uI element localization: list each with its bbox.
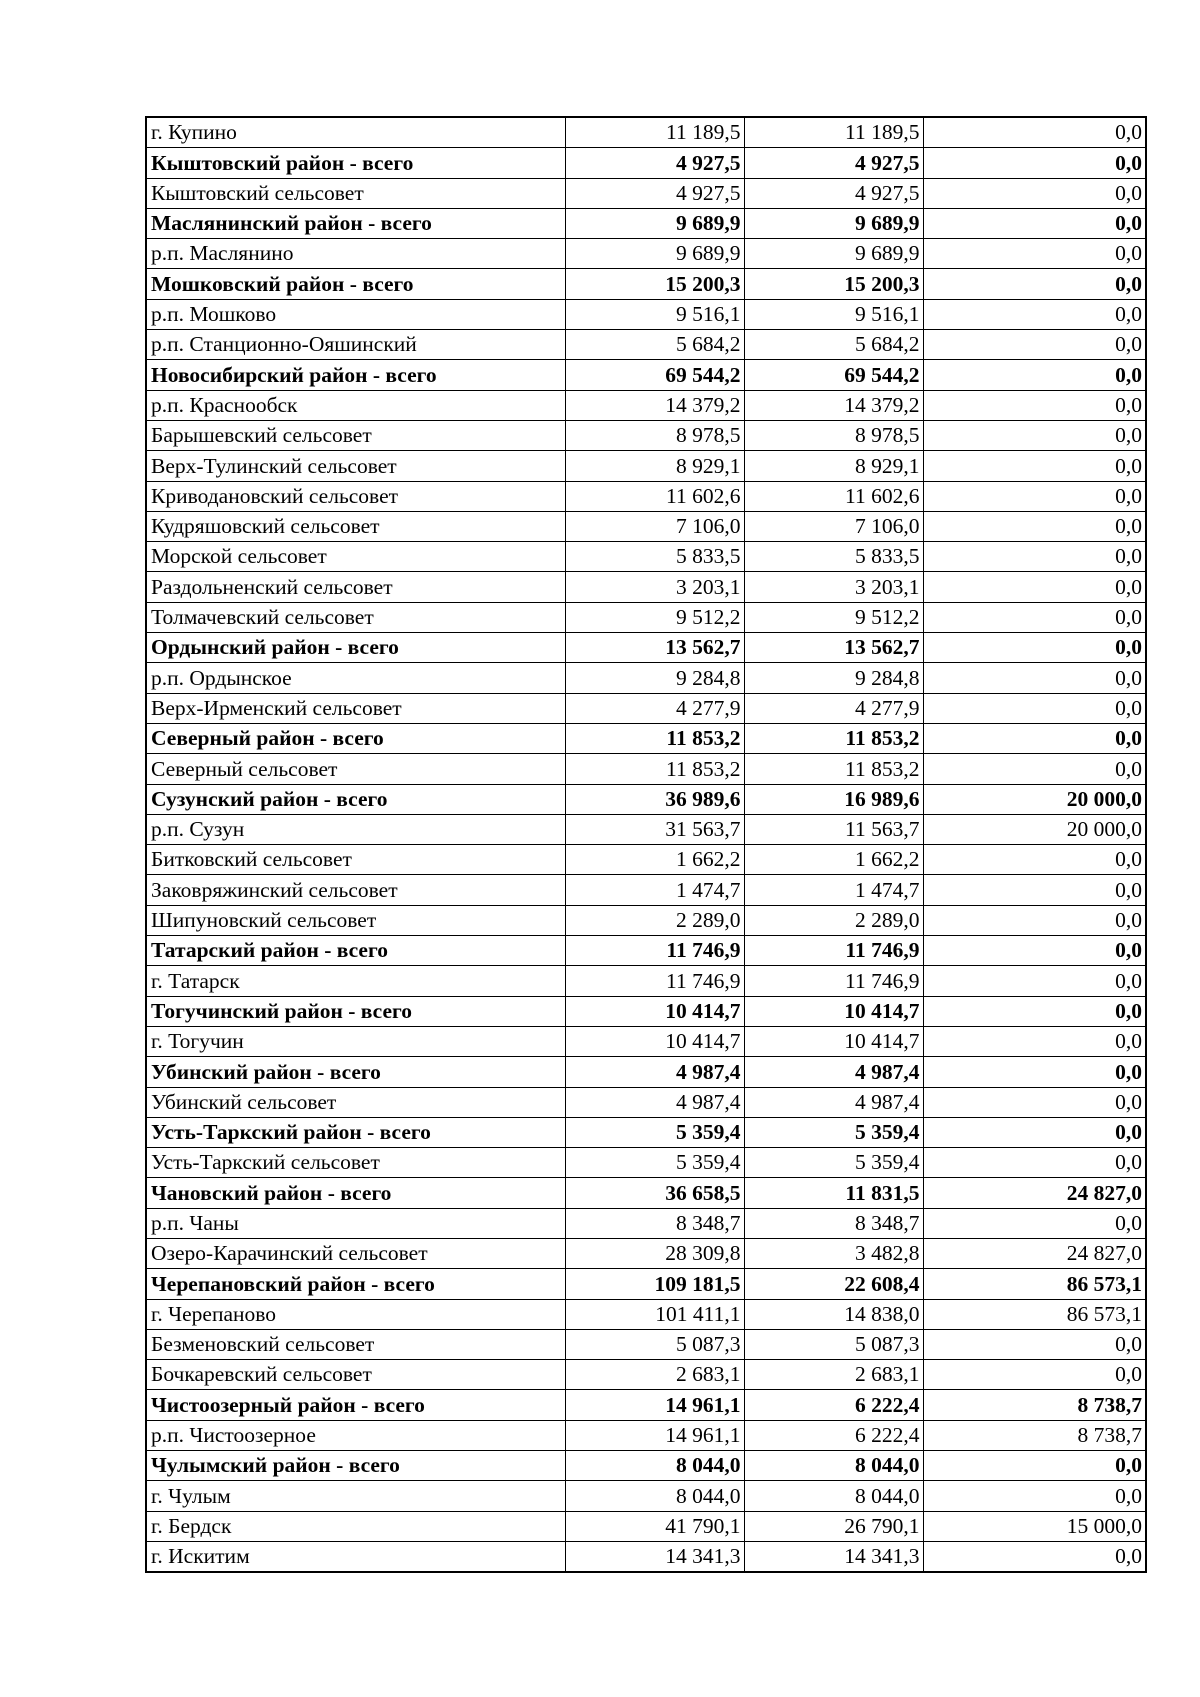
table-row-district-total <box>146 1451 1146 1481</box>
table-row <box>146 117 1146 148</box>
row-name-cell: Барышевский сельсовет <box>146 420 565 450</box>
row-name-cell: Черепановский район - всего <box>146 1269 565 1299</box>
row-value-cell-3: 0,0 <box>923 420 1146 450</box>
row-value-cell-2: 5 359,4 <box>744 1117 923 1147</box>
row-value-cell-3: 0,0 <box>923 511 1146 541</box>
row-name-cell: Раздольненский сельсовет <box>146 572 565 602</box>
row-value-cell-3: 0,0 <box>923 330 1146 360</box>
row-name-cell: г. Черепаново <box>146 1299 565 1329</box>
row-name-cell: г. Татарск <box>146 966 565 996</box>
table-row <box>146 1148 1146 1178</box>
row-value-cell-2: 11 853,2 <box>744 754 923 784</box>
table-row <box>146 754 1146 784</box>
row-value-cell-2: 11 746,9 <box>744 966 923 996</box>
row-value-cell-2: 9 512,2 <box>744 602 923 632</box>
row-value-cell-3: 0,0 <box>923 1481 1146 1511</box>
row-value-cell-3: 8 738,7 <box>923 1420 1146 1450</box>
row-value-cell-1: 11 602,6 <box>565 481 744 511</box>
row-value-cell-1: 4 927,5 <box>565 148 744 178</box>
row-value-cell-2: 8 348,7 <box>744 1208 923 1238</box>
table-row <box>146 905 1146 935</box>
row-value-cell-1: 14 961,1 <box>565 1420 744 1450</box>
table-row <box>146 1481 1146 1511</box>
table-row <box>146 299 1146 329</box>
table-row <box>146 511 1146 541</box>
row-value-cell-3: 0,0 <box>923 663 1146 693</box>
table-row <box>146 663 1146 693</box>
table-row <box>146 845 1146 875</box>
row-value-cell-2: 3 203,1 <box>744 572 923 602</box>
row-name-cell: Северный район - всего <box>146 723 565 753</box>
row-value-cell-2: 4 277,9 <box>744 693 923 723</box>
table-row <box>146 1238 1146 1268</box>
row-name-cell: Маслянинский район - всего <box>146 208 565 238</box>
row-value-cell-2: 5 359,4 <box>744 1148 923 1178</box>
row-value-cell-3: 15 000,0 <box>923 1511 1146 1541</box>
row-value-cell-1: 36 989,6 <box>565 784 744 814</box>
row-value-cell-2: 6 222,4 <box>744 1390 923 1420</box>
row-value-cell-1: 14 341,3 <box>565 1541 744 1572</box>
table-row-district-total <box>146 1117 1146 1147</box>
table-row <box>146 1299 1146 1329</box>
row-name-cell: г. Искитим <box>146 1541 565 1572</box>
row-value-cell-1: 8 044,0 <box>565 1481 744 1511</box>
row-value-cell-2: 11 602,6 <box>744 481 923 511</box>
row-value-cell-3: 86 573,1 <box>923 1269 1146 1299</box>
row-value-cell-2: 9 284,8 <box>744 663 923 693</box>
row-value-cell-1: 8 978,5 <box>565 420 744 450</box>
row-name-cell: р.п. Станционно-Ояшинский <box>146 330 565 360</box>
row-value-cell-3: 0,0 <box>923 936 1146 966</box>
row-value-cell-1: 15 200,3 <box>565 269 744 299</box>
row-value-cell-1: 10 414,7 <box>565 1026 744 1056</box>
table-row-district-total <box>146 148 1146 178</box>
row-value-cell-1: 14 379,2 <box>565 390 744 420</box>
row-value-cell-1: 69 544,2 <box>565 360 744 390</box>
table-row <box>146 602 1146 632</box>
row-value-cell-1: 11 746,9 <box>565 966 744 996</box>
row-name-cell: г. Тогучин <box>146 1026 565 1056</box>
row-name-cell: Новосибирский район - всего <box>146 360 565 390</box>
row-value-cell-3: 20 000,0 <box>923 784 1146 814</box>
table-row <box>146 1420 1146 1450</box>
table-row <box>146 1026 1146 1056</box>
row-value-cell-1: 9 284,8 <box>565 663 744 693</box>
row-value-cell-1: 5 359,4 <box>565 1117 744 1147</box>
row-name-cell: р.п. Чистоозерное <box>146 1420 565 1450</box>
row-value-cell-3: 0,0 <box>923 481 1146 511</box>
row-value-cell-3: 0,0 <box>923 693 1146 723</box>
row-value-cell-1: 36 658,5 <box>565 1178 744 1208</box>
row-value-cell-2: 26 790,1 <box>744 1511 923 1541</box>
row-name-cell: Озеро-Карачинский сельсовет <box>146 1238 565 1268</box>
row-value-cell-2: 2 289,0 <box>744 905 923 935</box>
table-row <box>146 966 1146 996</box>
row-value-cell-3: 0,0 <box>923 1057 1146 1087</box>
table-row <box>146 1087 1146 1117</box>
row-value-cell-1: 9 516,1 <box>565 299 744 329</box>
row-value-cell-2: 1 662,2 <box>744 845 923 875</box>
table-row-district-total <box>146 633 1146 663</box>
row-value-cell-1: 11 853,2 <box>565 754 744 784</box>
row-value-cell-2: 4 987,4 <box>744 1087 923 1117</box>
table-row <box>146 814 1146 844</box>
row-value-cell-1: 11 746,9 <box>565 936 744 966</box>
row-name-cell: г. Купино <box>146 117 565 148</box>
row-value-cell-1: 101 411,1 <box>565 1299 744 1329</box>
table-row-district-total <box>146 936 1146 966</box>
row-name-cell: Бочкаревский сельсовет <box>146 1360 565 1390</box>
row-value-cell-2: 11 563,7 <box>744 814 923 844</box>
row-value-cell-2: 7 106,0 <box>744 511 923 541</box>
row-name-cell: р.п. Сузун <box>146 814 565 844</box>
row-value-cell-2: 10 414,7 <box>744 1026 923 1056</box>
row-value-cell-2: 13 562,7 <box>744 633 923 663</box>
row-value-cell-1: 109 181,5 <box>565 1269 744 1299</box>
table-row-district-total <box>146 1057 1146 1087</box>
row-name-cell: Криводановский сельсовет <box>146 481 565 511</box>
row-value-cell-1: 10 414,7 <box>565 996 744 1026</box>
row-value-cell-3: 0,0 <box>923 178 1146 208</box>
row-value-cell-1: 5 087,3 <box>565 1329 744 1359</box>
row-name-cell: Северный сельсовет <box>146 754 565 784</box>
row-name-cell: Заковряжинский сельсовет <box>146 875 565 905</box>
table-row <box>146 693 1146 723</box>
row-value-cell-3: 0,0 <box>923 1451 1146 1481</box>
table-row <box>146 451 1146 481</box>
row-value-cell-3: 86 573,1 <box>923 1299 1146 1329</box>
row-value-cell-1: 4 987,4 <box>565 1087 744 1117</box>
row-value-cell-3: 0,0 <box>923 1026 1146 1056</box>
table-row <box>146 481 1146 511</box>
row-value-cell-2: 1 474,7 <box>744 875 923 905</box>
row-name-cell: р.п. Ордынское <box>146 663 565 693</box>
table-row <box>146 420 1146 450</box>
row-value-cell-3: 0,0 <box>923 1208 1146 1238</box>
row-value-cell-1: 3 203,1 <box>565 572 744 602</box>
row-value-cell-3: 0,0 <box>923 1541 1146 1572</box>
row-name-cell: Верх-Ирменский сельсовет <box>146 693 565 723</box>
row-name-cell: р.п. Краснообск <box>146 390 565 420</box>
row-value-cell-3: 20 000,0 <box>923 814 1146 844</box>
row-name-cell: Кыштовский район - всего <box>146 148 565 178</box>
row-value-cell-3: 0,0 <box>923 633 1146 663</box>
budget-table <box>145 116 1147 1573</box>
row-value-cell-1: 4 277,9 <box>565 693 744 723</box>
row-value-cell-1: 31 563,7 <box>565 814 744 844</box>
row-name-cell: Убинский район - всего <box>146 1057 565 1087</box>
row-value-cell-2: 11 831,5 <box>744 1178 923 1208</box>
row-name-cell: Морской сельсовет <box>146 542 565 572</box>
row-name-cell: Кыштовский сельсовет <box>146 178 565 208</box>
table-row <box>146 1208 1146 1238</box>
row-name-cell: Шипуновский сельсовет <box>146 905 565 935</box>
row-name-cell: Чистоозерный район - всего <box>146 1390 565 1420</box>
row-value-cell-1: 11 189,5 <box>565 117 744 148</box>
table-row <box>146 1360 1146 1390</box>
row-value-cell-2: 5 087,3 <box>744 1329 923 1359</box>
table-row-district-total <box>146 784 1146 814</box>
row-value-cell-1: 5 359,4 <box>565 1148 744 1178</box>
row-value-cell-3: 0,0 <box>923 299 1146 329</box>
row-value-cell-3: 0,0 <box>923 905 1146 935</box>
row-value-cell-1: 5 833,5 <box>565 542 744 572</box>
table-body <box>146 117 1146 1572</box>
row-value-cell-2: 11 746,9 <box>744 936 923 966</box>
row-name-cell: Битковский сельсовет <box>146 845 565 875</box>
row-value-cell-2: 4 927,5 <box>744 178 923 208</box>
row-value-cell-1: 4 927,5 <box>565 178 744 208</box>
row-value-cell-2: 4 927,5 <box>744 148 923 178</box>
row-value-cell-2: 8 044,0 <box>744 1481 923 1511</box>
row-value-cell-2: 14 379,2 <box>744 390 923 420</box>
row-value-cell-2: 8 929,1 <box>744 451 923 481</box>
row-name-cell: р.п. Мошково <box>146 299 565 329</box>
row-value-cell-1: 2 289,0 <box>565 905 744 935</box>
row-value-cell-2: 14 341,3 <box>744 1541 923 1572</box>
table-row <box>146 1541 1146 1572</box>
row-name-cell: Чановский район - всего <box>146 1178 565 1208</box>
row-name-cell: Убинский сельсовет <box>146 1087 565 1117</box>
table-row-district-total <box>146 1269 1146 1299</box>
row-value-cell-2: 10 414,7 <box>744 996 923 1026</box>
row-value-cell-2: 4 987,4 <box>744 1057 923 1087</box>
row-value-cell-2: 11 853,2 <box>744 723 923 753</box>
row-value-cell-3: 0,0 <box>923 208 1146 238</box>
row-value-cell-2: 9 516,1 <box>744 299 923 329</box>
row-value-cell-1: 41 790,1 <box>565 1511 744 1541</box>
row-name-cell: Мошковский район - всего <box>146 269 565 299</box>
row-value-cell-1: 7 106,0 <box>565 511 744 541</box>
row-value-cell-3: 0,0 <box>923 845 1146 875</box>
row-value-cell-3: 0,0 <box>923 754 1146 784</box>
row-value-cell-3: 0,0 <box>923 602 1146 632</box>
row-value-cell-3: 0,0 <box>923 390 1146 420</box>
row-name-cell: р.п. Чаны <box>146 1208 565 1238</box>
row-value-cell-2: 9 689,9 <box>744 208 923 238</box>
row-value-cell-3: 24 827,0 <box>923 1238 1146 1268</box>
row-value-cell-3: 0,0 <box>923 1329 1146 1359</box>
row-value-cell-2: 14 838,0 <box>744 1299 923 1329</box>
table-row <box>146 1511 1146 1541</box>
row-value-cell-3: 0,0 <box>923 1117 1146 1147</box>
row-value-cell-3: 0,0 <box>923 239 1146 269</box>
row-value-cell-3: 0,0 <box>923 996 1146 1026</box>
row-value-cell-1: 8 929,1 <box>565 451 744 481</box>
row-value-cell-2: 2 683,1 <box>744 1360 923 1390</box>
row-value-cell-2: 5 684,2 <box>744 330 923 360</box>
row-value-cell-3: 0,0 <box>923 875 1146 905</box>
table-row <box>146 542 1146 572</box>
row-value-cell-3: 0,0 <box>923 1148 1146 1178</box>
row-value-cell-3: 0,0 <box>923 360 1146 390</box>
row-value-cell-3: 0,0 <box>923 966 1146 996</box>
row-value-cell-1: 11 853,2 <box>565 723 744 753</box>
row-value-cell-3: 0,0 <box>923 572 1146 602</box>
table-row <box>146 239 1146 269</box>
row-value-cell-3: 0,0 <box>923 451 1146 481</box>
row-name-cell: р.п. Маслянино <box>146 239 565 269</box>
row-value-cell-2: 69 544,2 <box>744 360 923 390</box>
row-value-cell-3: 0,0 <box>923 117 1146 148</box>
row-value-cell-2: 9 689,9 <box>744 239 923 269</box>
row-name-cell: Усть-Таркский сельсовет <box>146 1148 565 1178</box>
row-name-cell: Кудряшовский сельсовет <box>146 511 565 541</box>
row-name-cell: Верх-Тулинский сельсовет <box>146 451 565 481</box>
row-name-cell: Тогучинский район - всего <box>146 996 565 1026</box>
row-value-cell-2: 5 833,5 <box>744 542 923 572</box>
row-value-cell-2: 6 222,4 <box>744 1420 923 1450</box>
table-row-district-total <box>146 996 1146 1026</box>
row-value-cell-1: 13 562,7 <box>565 633 744 663</box>
row-value-cell-3: 0,0 <box>923 148 1146 178</box>
row-value-cell-1: 1 474,7 <box>565 875 744 905</box>
row-name-cell: Ордынский район - всего <box>146 633 565 663</box>
row-value-cell-1: 8 044,0 <box>565 1451 744 1481</box>
row-value-cell-3: 0,0 <box>923 1360 1146 1390</box>
row-value-cell-2: 8 978,5 <box>744 420 923 450</box>
table-row <box>146 390 1146 420</box>
row-value-cell-1: 9 512,2 <box>565 602 744 632</box>
row-value-cell-3: 0,0 <box>923 723 1146 753</box>
row-name-cell: Татарский район - всего <box>146 936 565 966</box>
table-row <box>146 1329 1146 1359</box>
row-value-cell-3: 24 827,0 <box>923 1178 1146 1208</box>
table-row-district-total <box>146 208 1146 238</box>
row-value-cell-2: 15 200,3 <box>744 269 923 299</box>
row-value-cell-1: 9 689,9 <box>565 208 744 238</box>
row-value-cell-1: 2 683,1 <box>565 1360 744 1390</box>
row-value-cell-1: 8 348,7 <box>565 1208 744 1238</box>
row-value-cell-1: 4 987,4 <box>565 1057 744 1087</box>
row-value-cell-2: 3 482,8 <box>744 1238 923 1268</box>
row-name-cell: Усть-Таркский район - всего <box>146 1117 565 1147</box>
table-row <box>146 330 1146 360</box>
row-name-cell: Чулымский район - всего <box>146 1451 565 1481</box>
table-row <box>146 875 1146 905</box>
row-name-cell: г. Бердск <box>146 1511 565 1541</box>
table-row-district-total <box>146 723 1146 753</box>
row-value-cell-3: 0,0 <box>923 269 1146 299</box>
table-row-district-total <box>146 360 1146 390</box>
table-row <box>146 572 1146 602</box>
row-value-cell-2: 16 989,6 <box>744 784 923 814</box>
row-value-cell-1: 9 689,9 <box>565 239 744 269</box>
row-value-cell-1: 28 309,8 <box>565 1238 744 1268</box>
row-value-cell-3: 8 738,7 <box>923 1390 1146 1420</box>
row-name-cell: Толмачевский сельсовет <box>146 602 565 632</box>
row-name-cell: Безменовский сельсовет <box>146 1329 565 1359</box>
row-value-cell-3: 0,0 <box>923 542 1146 572</box>
table-row <box>146 178 1146 208</box>
row-name-cell: г. Чулым <box>146 1481 565 1511</box>
row-value-cell-1: 14 961,1 <box>565 1390 744 1420</box>
row-value-cell-1: 5 684,2 <box>565 330 744 360</box>
row-value-cell-1: 1 662,2 <box>565 845 744 875</box>
row-value-cell-2: 11 189,5 <box>744 117 923 148</box>
row-name-cell: Сузунский район - всего <box>146 784 565 814</box>
table-row-district-total <box>146 1390 1146 1420</box>
row-value-cell-3: 0,0 <box>923 1087 1146 1117</box>
table-row-district-total <box>146 269 1146 299</box>
row-value-cell-2: 8 044,0 <box>744 1451 923 1481</box>
row-value-cell-2: 22 608,4 <box>744 1269 923 1299</box>
table-row-district-total <box>146 1178 1146 1208</box>
